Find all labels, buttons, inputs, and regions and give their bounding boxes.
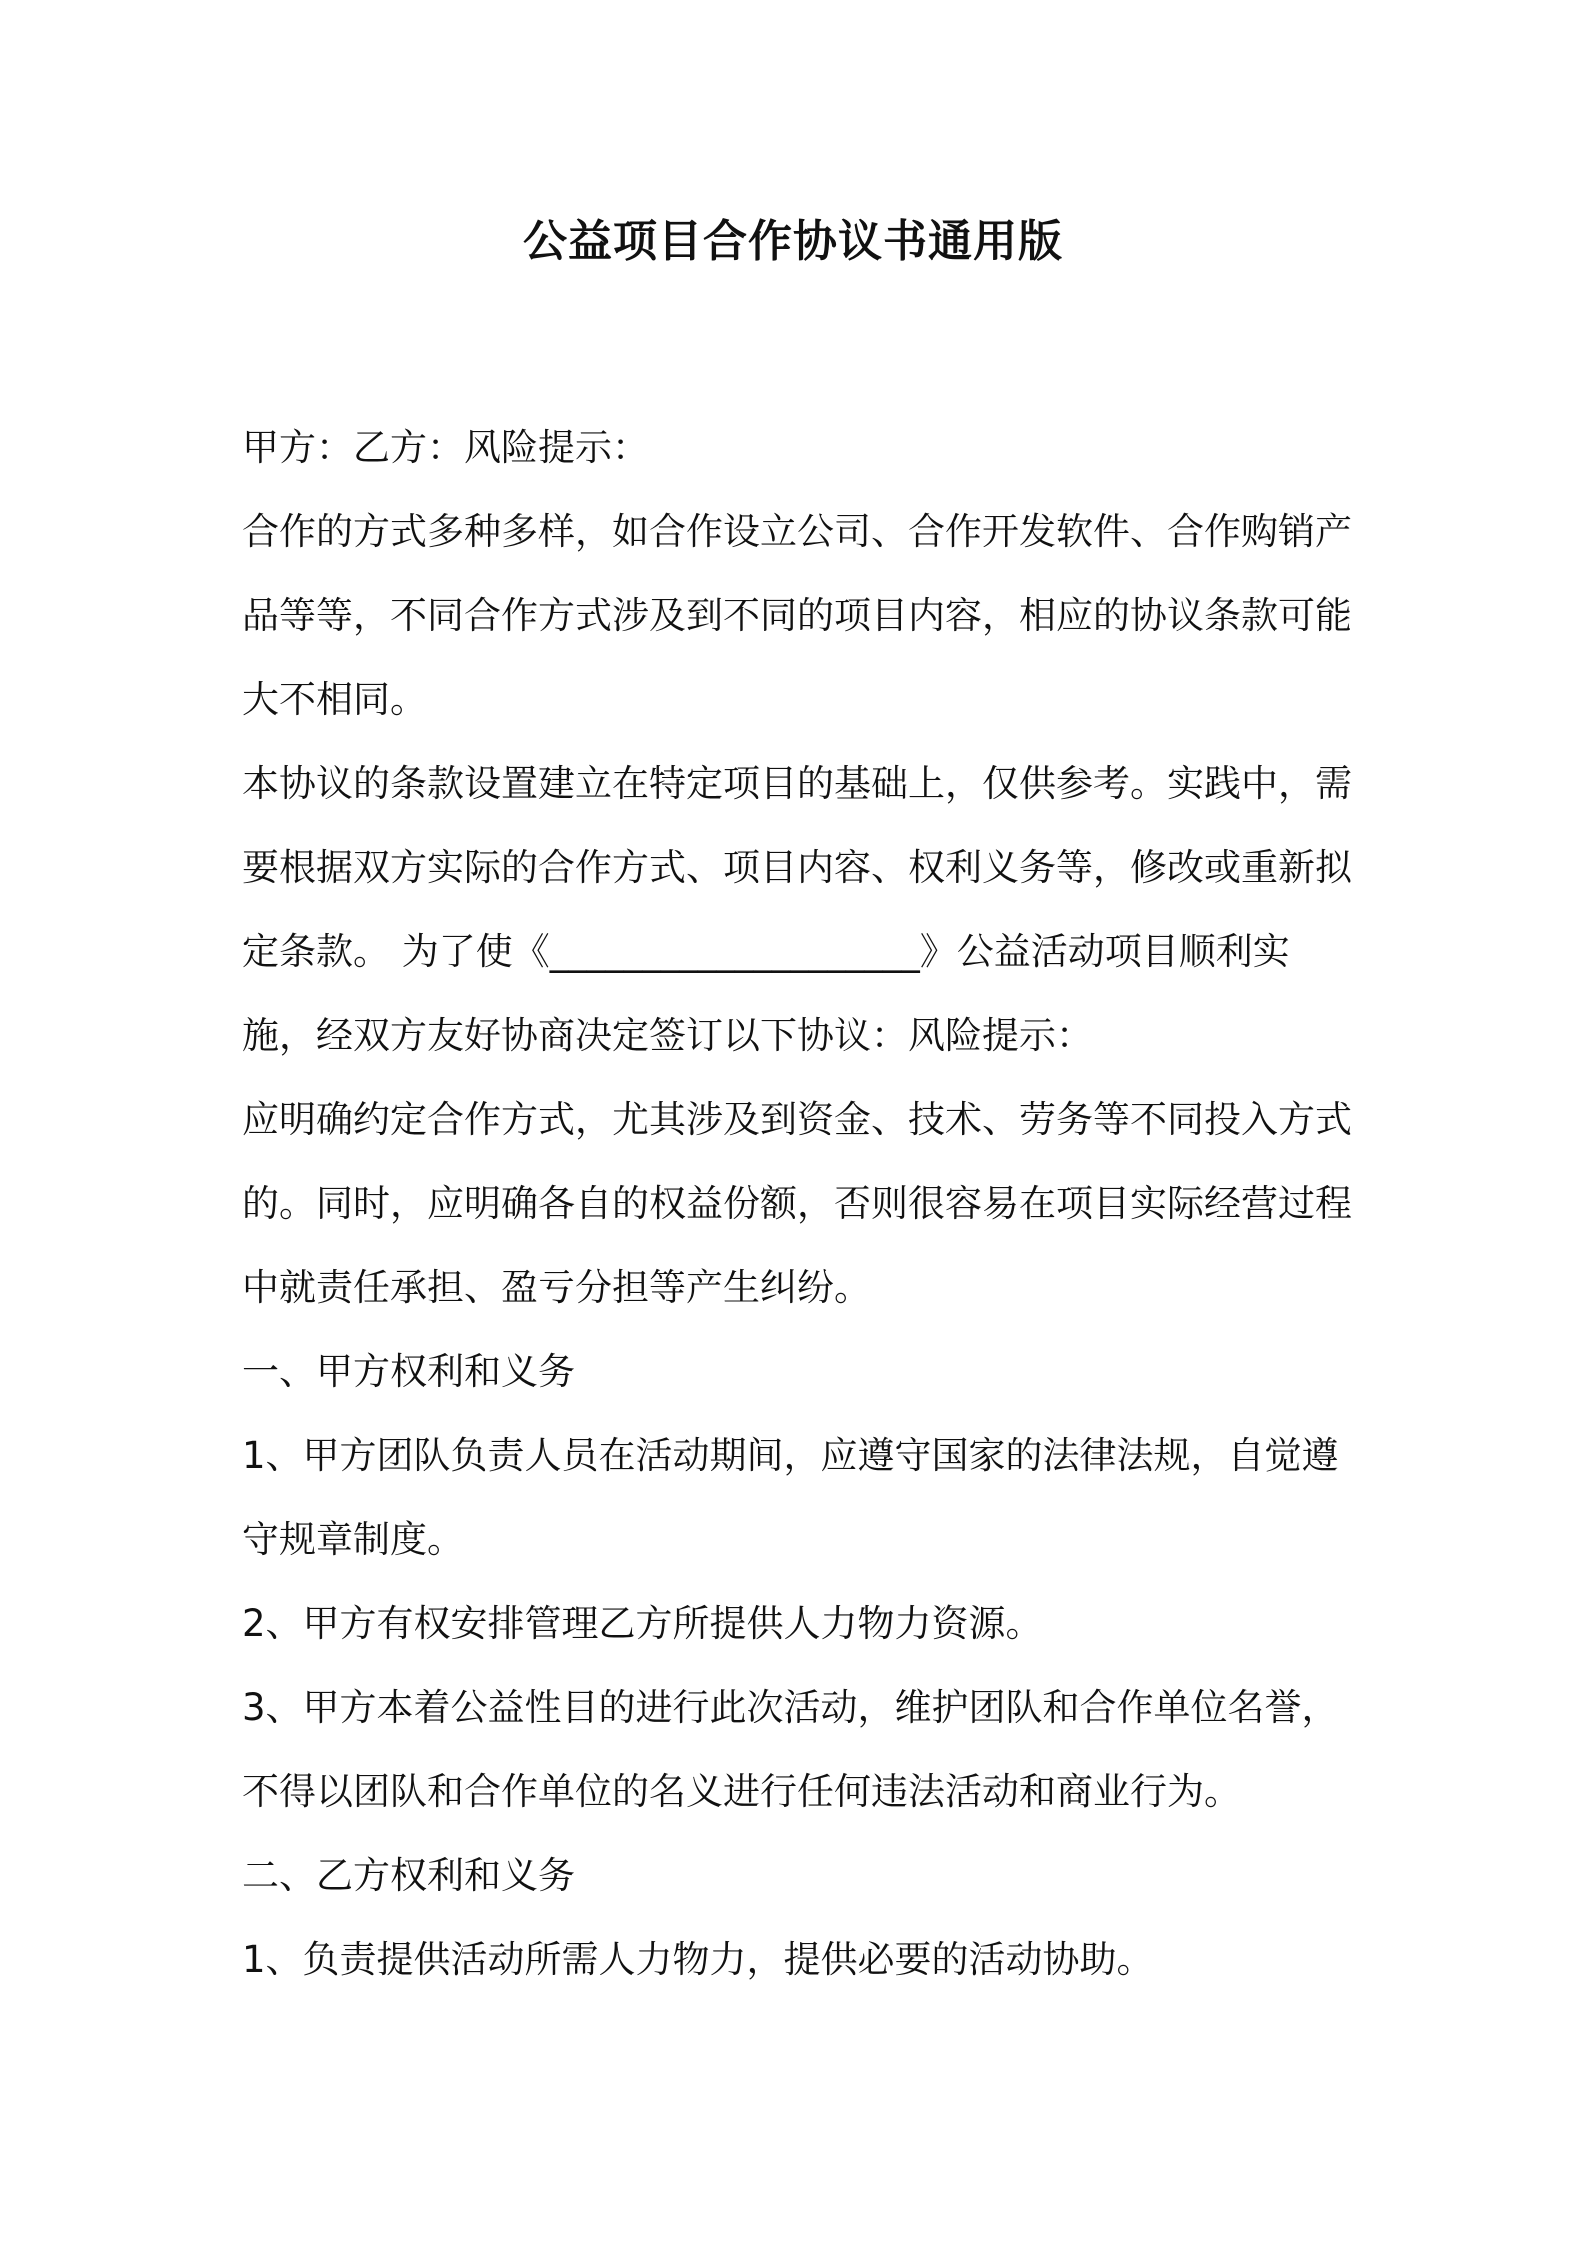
risk-note-paragraph-2: 应明确约定合作方式，尤其涉及到资金、技术、劳务等不同投入方式的。同时，应明确各自的权益份额，否则很容易在项目实际经营过程中就责任承担、盈亏分担等产生纠纷。 [242,1098,1352,1309]
party-a-clause-2: 2、甲方有权安排管理乙方所提供人力物力资源。 [242,1602,1043,1645]
party-a-clause-1: 1、甲方团队负责人员在活动期间，应遵守国家的法律法规，自觉遵守规章制度。 [242,1434,1339,1561]
risk-note-paragraph-1: 合作的方式多种多样，如合作设立公司、合作开发软件、合作购销产品等等，不同合作方式涉及到不同的项目内容，相应的协议条款可能大不相同。 [242,510,1352,721]
agreement-intro-paragraph: 本协议的条款设置建立在特定项目的基础上，仅供参考。实践中，需要根据双方实际的合作方式、项目内容、权利义务等，修改或重新拟定条款。 为了使《____________________》公益活动项目顺利实施，经双方友好协商决定签订以下协议：风险提示： [242,762,1352,1057]
document-body [242,406,1362,2002]
party-b-clause-1: 1、负责提供活动所需人力物力，提供必要的活动协助。 [242,1938,1154,1981]
document-title: 公益项目合作协议书通用版 [523,216,1063,267]
parties-line: 甲方：乙方：风险提示： [242,426,649,469]
section-heading-party-b: 二、乙方权利和义务 [242,1854,575,1897]
section-heading-party-a: 一、甲方权利和义务 [242,1350,575,1393]
party-a-clause-3: 3、甲方本着公益性目的进行此次活动，维护团队和合作单位名誉，不得以团队和合作单位的名义进行任何违法活动和商业行为。 [242,1686,1339,1813]
